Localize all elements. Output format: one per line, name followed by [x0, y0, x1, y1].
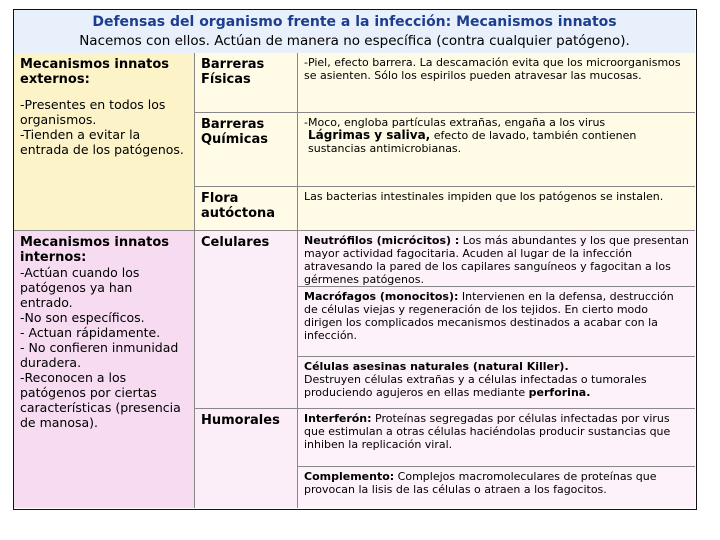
external-heading: Mecanismos innatos externos: — [20, 57, 170, 87]
slide-header — [14, 10, 695, 54]
internal-point: - Actuan rápidamente. — [20, 325, 161, 340]
internal-heading: Mecanismos innatos internos: — [20, 235, 170, 265]
slide-subtitle: Nacemos con ellos. Actúan de manera no específica (contra cualquier patógeno). — [79, 33, 630, 49]
external-point: -Presentes en todos los organismos. — [20, 97, 166, 127]
chemical-barriers-text — [298, 113, 695, 187]
physical-barriers-text: -Piel, efecto barrera. La descamación evita que los microorganismos se asienten. Sólo los espirilos pueden atravesar las mucosas. — [298, 53, 695, 113]
native-flora-text: Las bacterias intestinales impiden que los patógenos se instalen. — [298, 187, 695, 231]
chemical-barriers-line2: Lágrimas y saliva, efecto de lavado, también contienen sustancias antimicrobianas. — [308, 128, 637, 155]
internal-point: -Actúan cuando los patógenos ya han entrado. — [20, 265, 140, 310]
interferon-text: Interferón: Proteínas segregadas por células infectadas por virus que estimulan a otras células haciéndolas producir sustancias que inhiben la replicación viral. — [298, 409, 695, 467]
complement-text: Complemento: Complejos macromoleculares de proteínas que provocan la lisis de las células o atraen a los fagocitos. — [298, 467, 695, 508]
slide-title: Defensas del organismo frente a la infección: Mecanismos innatos — [92, 14, 617, 30]
nk-cells-text: Células asesinas naturales (natural Killer). Destruyen células extrañas y a células infectadas o tumorales produciendo agujeros en ellas mediante perforina. — [298, 357, 695, 409]
slide-frame — [13, 9, 697, 510]
neutrophils-text: Neutrófilos (micrócitos) : Los más abundantes y los que presentan mayor actividad fagocitaria. Acuden al lugar de la infección atravesando la pared de los capilares sanguíneos y fagocitan a los gérmenes patógenos. — [298, 231, 695, 287]
chemical-barriers-label: Barreras Químicas — [195, 113, 298, 187]
internal-point: -Reconocen a los patógenos por ciertas características (presencia de manosa). — [20, 370, 181, 430]
humoral-label: Humorales — [195, 409, 298, 508]
cellular-label: Celulares — [195, 231, 298, 409]
native-flora-label: Flora autóctona — [195, 187, 298, 231]
external-mechanisms-cell — [14, 53, 195, 231]
internal-mechanisms-cell — [14, 231, 195, 508]
physical-barriers-label: Barreras Físicas — [195, 53, 298, 113]
external-point: -Tienden a evitar la entrada de los patógenos. — [20, 127, 184, 157]
macrophages-text: Macrófagos (monocitos): Intervienen en la defensa, destrucción de células viejas y regeneración de los tejidos. En cierto modo dirigen los complicados mecanismos destinados a acabar con la infección. — [298, 287, 695, 357]
internal-point: -No son específicos. — [20, 310, 145, 325]
chemical-barriers-line1: -Moco, engloba partículas extrañas, engaña a los virus — [304, 116, 606, 129]
internal-point: - No confieren inmunidad duradera. — [20, 340, 179, 370]
